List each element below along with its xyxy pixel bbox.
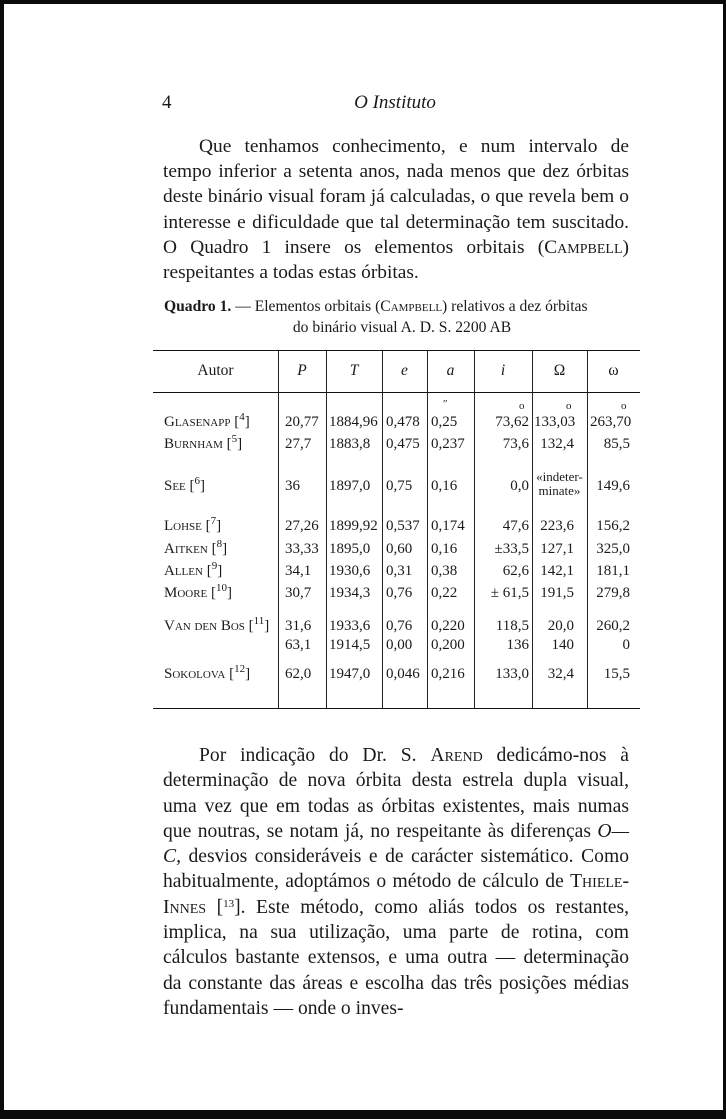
table-cell-omega: 149,6 bbox=[596, 478, 630, 494]
paragraph-text: desvios consideráveis e de carácter sistemático. Como habitualmente, adoptámos o método de cálculo de bbox=[163, 846, 629, 893]
table-cell-omega: 127,1 bbox=[540, 541, 574, 557]
author-cell: Lohse [$^7$] bbox=[164, 515, 222, 534]
arcsec-mark: ″ bbox=[443, 398, 448, 410]
table-cell-p: 20,77 bbox=[285, 414, 319, 430]
table-cell-a: 0,22 bbox=[431, 585, 458, 601]
method-name: Thiele-Innes bbox=[163, 871, 629, 918]
author-name: Aitken bbox=[164, 541, 208, 557]
table-cell-a: 0,237 bbox=[431, 436, 465, 452]
table-cell-i: 73,62 bbox=[495, 414, 529, 430]
reference-number: 7 bbox=[210, 515, 217, 527]
table-cell-t: 1899,92 bbox=[329, 518, 378, 534]
header-semi-major-axis: a bbox=[446, 362, 455, 379]
table-cell-i: 0,0 bbox=[510, 478, 529, 494]
table-cell-e: 0,60 bbox=[386, 541, 413, 557]
author-name: Burnham bbox=[164, 436, 223, 452]
table-top-rule bbox=[153, 350, 640, 351]
table-cell-a: 0,220 bbox=[431, 618, 465, 634]
paragraph-text: . Este método, como aliás todos os restantes, implica, na sua utilização, uma parte de rotina, com cálculos bastante extensos, e uma outra — determinação da constante das áreas e escolha das três posições médias fundamentais — onde o inves- bbox=[163, 896, 629, 1019]
degree-mark: o bbox=[621, 400, 627, 412]
table-header-rule bbox=[153, 392, 640, 393]
degree-mark: o bbox=[566, 400, 572, 412]
column-divider bbox=[278, 350, 279, 708]
reference-number: 8 bbox=[216, 538, 223, 550]
paragraph-text: Por indicação do Dr. S. bbox=[199, 745, 431, 766]
author-cell: Aitken [$^8$] bbox=[164, 538, 228, 557]
table-caption bbox=[164, 296, 630, 338]
header-node: Ω bbox=[553, 362, 566, 379]
table-cell-t: 1895,0 bbox=[329, 541, 371, 557]
reference-number: 4 bbox=[239, 411, 245, 423]
caption-author: Campbell bbox=[380, 298, 443, 315]
column-divider bbox=[326, 350, 327, 708]
author-name: Sokolova bbox=[164, 666, 226, 682]
caption-text: — Elementos orbitais ( bbox=[231, 298, 381, 315]
table-cell-p: 33,33 bbox=[285, 541, 319, 557]
reference-number: 5 bbox=[231, 433, 238, 445]
table-cell-t: 1897,0 bbox=[329, 478, 371, 494]
table-cell-p: 31,6 bbox=[285, 618, 312, 634]
table-cell-e: 0,046 bbox=[386, 666, 420, 682]
table-cell-p: 27,26 bbox=[285, 518, 319, 534]
table-bottom-rule bbox=[153, 708, 640, 709]
header-periastron: ω bbox=[608, 362, 619, 379]
table-cell-omega: 20,0 bbox=[547, 618, 574, 634]
table-cell-i: 118,5 bbox=[495, 618, 529, 634]
author-name: Glasenapp bbox=[164, 414, 231, 430]
reference-number: 12 bbox=[234, 663, 246, 675]
table-cell-omega: 140 bbox=[551, 637, 574, 653]
paragraph-text: dedicámo-nos à determinação de nova órbita desta estrela dupla visual, uma vez que em todas as órbitas existentes, mais numas que noutras, se notam já, no respeitante às diferenças bbox=[163, 745, 629, 842]
author-name: Allen bbox=[164, 563, 203, 579]
caption-line-2: do binário visual A. D. S. 2200 AB bbox=[292, 319, 512, 336]
intro-paragraph bbox=[163, 134, 629, 285]
author-cell: See [$^6$] bbox=[164, 475, 206, 494]
o-c-term: O—C, bbox=[163, 820, 629, 868]
author-name: Campbell bbox=[544, 236, 623, 258]
table-cell-e: 0,75 bbox=[386, 478, 413, 494]
header-inclination: i bbox=[500, 362, 506, 379]
author-name: Van den Bos bbox=[164, 618, 245, 634]
caption-text: ) relativos a dez órbitas bbox=[442, 298, 588, 315]
table-cell-omega: 223,6 bbox=[540, 518, 574, 534]
table-cell-i: 73,6 bbox=[502, 436, 529, 452]
header-period: P bbox=[297, 362, 307, 379]
author-cell: Burnham [$^5$] bbox=[164, 433, 243, 452]
author-cell: Glasenapp [$^4$] bbox=[164, 411, 250, 430]
table-cell-p: 63,1 bbox=[285, 637, 312, 653]
table-cell-e: 0,475 bbox=[386, 436, 420, 452]
table-cell-e: 0,31 bbox=[386, 563, 413, 579]
table-cell-i: ±33,5 bbox=[494, 541, 529, 557]
table-cell-omega: 260,2 bbox=[596, 618, 630, 634]
table-cell-omega: 181,1 bbox=[596, 563, 630, 579]
author-cell: Allen [$^9$] bbox=[164, 560, 223, 579]
reference-number: 10 bbox=[216, 582, 228, 594]
reference-number: 11 bbox=[253, 615, 265, 627]
caption-label: Quadro 1. bbox=[164, 298, 232, 315]
table-cell-e: 0,76 bbox=[386, 585, 413, 601]
author-name: See bbox=[164, 478, 186, 494]
body-paragraph: Por indicação do Dr. S. Arend dedicámo-nos à determinação de nova órbita desta estrela dupla visual, uma vez que em todas as órbitas existentes, mais numas que noutras, se notam já, no respeitante às diferenças O—C, desvios consideráveis e de carácter sistemático. Como habitualmente, adoptámos o método de cálculo de Thiele-Innes [$^{13}$]. Este método, como aliás todos os restantes, implica, na sua utilização, uma parte de rotina, com cálculos bastante extensos, e uma outra — determinação da constante das áreas e escolha das três posições médias fundamentais — onde o inves- bbox=[163, 745, 629, 1019]
table-cell-a: 0,38 bbox=[431, 563, 458, 579]
table-cell-t: 1947,0 bbox=[329, 666, 371, 682]
table-cell-t: 1883,8 bbox=[329, 436, 371, 452]
table-cell-omega: 191,5 bbox=[540, 585, 574, 601]
reference-number: 13 bbox=[223, 897, 235, 910]
person-name: Arend bbox=[430, 745, 483, 766]
column-divider bbox=[474, 350, 475, 708]
header-autor: Autor bbox=[197, 362, 234, 379]
page-header bbox=[160, 92, 630, 116]
table-cell-a: 0,16 bbox=[431, 541, 458, 557]
table-cell-t: 1884,96 bbox=[329, 414, 378, 430]
reference-number: 6 bbox=[194, 475, 201, 487]
table-cell-omega: 142,1 bbox=[540, 563, 574, 579]
table-cell-t: 1933,6 bbox=[329, 618, 371, 634]
table-cell-p: 36 bbox=[285, 478, 300, 494]
table-cell-i: 62,6 bbox=[502, 563, 529, 579]
running-title: O Instituto bbox=[354, 92, 436, 113]
table-cell-p: 34,1 bbox=[285, 563, 312, 579]
table-cell-a: 0,16 bbox=[431, 478, 458, 494]
table-cell-omega: 156,2 bbox=[596, 518, 630, 534]
header-epoch: T bbox=[349, 362, 359, 379]
page-number: 4 bbox=[162, 92, 172, 113]
table-cell-e: 0,76 bbox=[386, 618, 413, 634]
table-cell-omega: 133,03 bbox=[534, 414, 576, 430]
header-eccentricity: e bbox=[401, 362, 408, 379]
column-divider bbox=[427, 350, 428, 708]
author-name: Lohse bbox=[164, 518, 202, 534]
table-cell-i: 136 bbox=[506, 637, 529, 653]
paragraph-text: Que tenhamos conhecimento, e num intervalo de tempo inferior a setenta anos, nada menos que dez órbitas deste binário visual foram já calculadas, o que revela bem o interesse e dificuldade que tal determinação tem suscitado. O Quadro 1 insere os elementos orbitais ( bbox=[163, 136, 629, 258]
table-cell-e: 0,478 bbox=[386, 414, 420, 430]
table-cell-a: 0,174 bbox=[431, 518, 465, 534]
degree-mark: o bbox=[519, 400, 525, 412]
table-cell-a: 0,25 bbox=[431, 414, 458, 430]
reference-number: 9 bbox=[211, 560, 218, 572]
table-cell-t: 1930,6 bbox=[329, 563, 371, 579]
table-cell-i: 47,6 bbox=[502, 518, 529, 534]
table-cell-t: 1914,5 bbox=[329, 637, 371, 653]
table-cell-t: 1934,3 bbox=[329, 585, 371, 601]
table-cell-omega: 279,8 bbox=[596, 585, 630, 601]
author-cell: Moore [$^{10}$] bbox=[164, 582, 233, 601]
column-divider bbox=[587, 350, 588, 708]
table-cell-p: 27,7 bbox=[285, 436, 312, 452]
table-cell-a: 0,200 bbox=[431, 637, 465, 653]
table-cell-omega: 32,4 bbox=[547, 666, 574, 682]
author-name: Moore bbox=[164, 585, 208, 601]
table-cell-omega: 15,5 bbox=[603, 666, 630, 682]
table-cell-a: 0,216 bbox=[431, 666, 465, 682]
table-cell-omega: 263,70 bbox=[590, 414, 632, 430]
table-cell-p: 62,0 bbox=[285, 666, 312, 682]
table-cell-omega: 132,4 bbox=[540, 436, 574, 452]
table-cell-i: 133,0 bbox=[495, 666, 529, 682]
paragraph-text: ) respeitantes a todas estas órbitas. bbox=[163, 236, 629, 284]
column-divider bbox=[532, 350, 533, 708]
table-cell-e: 0,537 bbox=[386, 518, 420, 534]
author-cell: Van den Bos [$^{11}$] bbox=[164, 615, 270, 634]
author-cell: Sokolova [$^{12}$] bbox=[164, 663, 251, 682]
table-cell-omega: 0 bbox=[622, 637, 630, 653]
table-cell-p: 30,7 bbox=[285, 585, 312, 601]
table-cell-omega: 85,5 bbox=[603, 436, 630, 452]
table-cell-e: 0,00 bbox=[386, 637, 413, 653]
table-cell-omega: 325,0 bbox=[596, 541, 630, 557]
table-cell-omega-node: «indeter- minate» bbox=[536, 469, 583, 498]
table-cell-i: ± 61,5 bbox=[490, 585, 529, 601]
